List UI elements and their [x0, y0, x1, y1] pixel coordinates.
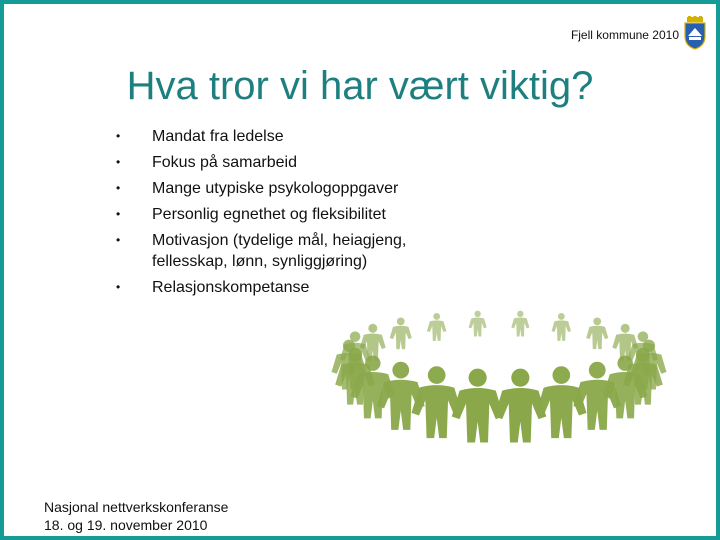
bullet-item [116, 178, 446, 199]
footer-conference: Nasjonal nettverkskonferanse [44, 499, 229, 515]
person-figure [452, 369, 504, 443]
slide-title: Hva tror vi har vært viktig? [126, 64, 594, 108]
header-org-year: Fjell kommune 2010 [570, 28, 679, 42]
bullet-dot: • [116, 207, 121, 221]
person-figure [494, 369, 546, 443]
person-figure [552, 313, 572, 341]
bullet-text: Mange utypiske psykologoppgaver [152, 180, 399, 197]
bullet-dot: • [116, 155, 121, 169]
bullet-item [116, 277, 446, 298]
bullet-item [116, 126, 446, 147]
bullet-item [116, 152, 446, 173]
person-figure [427, 313, 447, 341]
person-figure [586, 318, 608, 350]
person-figure [536, 366, 586, 438]
person-figure [511, 311, 529, 337]
bullet-text: Motivasjon (tydelige mål, heiagjeng, fellesskap, lønn, synliggjøring) [152, 232, 407, 270]
footer [44, 498, 228, 534]
bullet-text: Relasjonskompetanse [152, 279, 310, 296]
bullet-list [116, 126, 446, 303]
people-circle-illustration [304, 300, 694, 500]
bullet-dot: • [116, 129, 121, 143]
person-figure [469, 311, 487, 337]
bullet-text: Mandat fra ledelse [152, 128, 284, 145]
bullet-dot: • [116, 280, 121, 294]
person-figure [390, 318, 412, 350]
bullet-text: Personlig egnethet og fleksibilitet [152, 206, 386, 223]
coat-of-arms-icon [682, 16, 708, 50]
bullet-dot: • [116, 233, 121, 247]
bullet-text: Fokus på samarbeid [152, 154, 297, 171]
bullet-item [116, 204, 446, 225]
bullet-item [116, 230, 446, 272]
footer-dates: 18. og 19. november 2010 [44, 517, 208, 533]
person-figure [411, 366, 461, 438]
bullet-dot: • [116, 181, 121, 195]
